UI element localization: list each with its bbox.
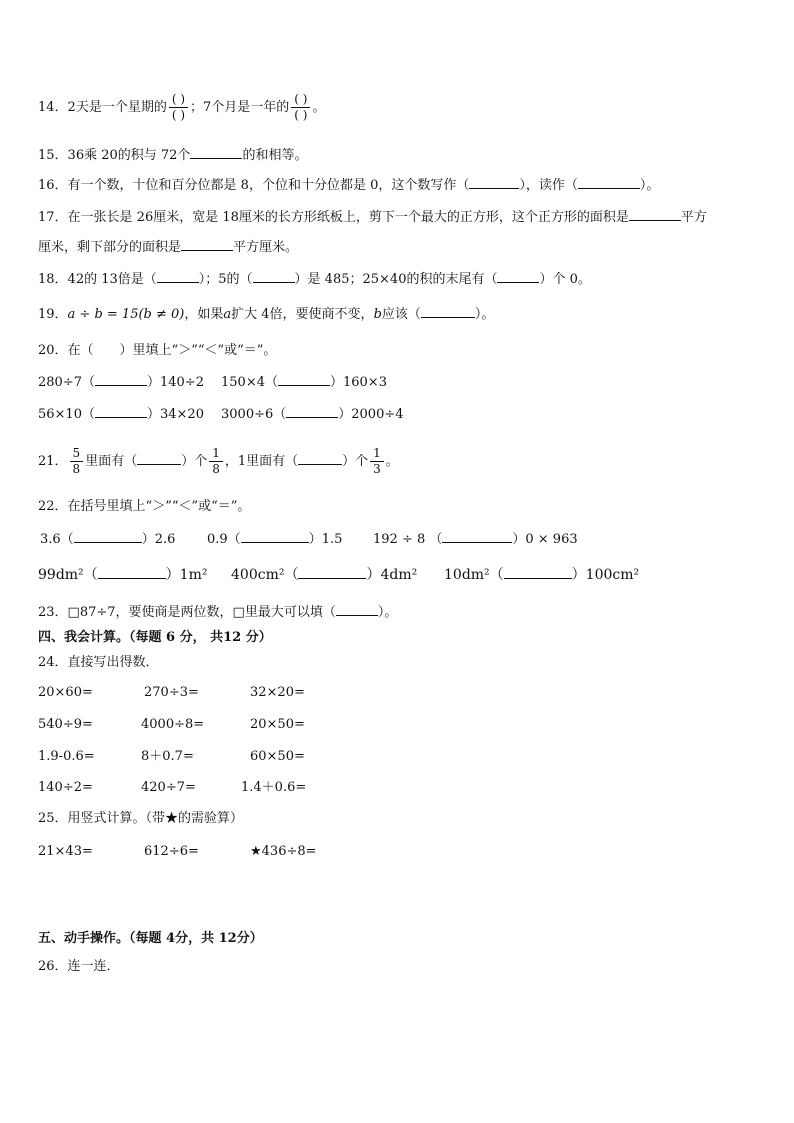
q21-text-c: ）个 [181, 454, 208, 469]
q22-r1-c1-left: 3.6（ [40, 532, 74, 547]
q20-row-2-col-2 [221, 405, 404, 424]
q24-r3-c2: 8＋0.7= [141, 749, 194, 764]
question-22-title: 22．在括号里填上“＞”“＜”或“＝”。 [38, 499, 251, 514]
question-19 [38, 305, 494, 324]
question-17-line-2 [38, 238, 298, 257]
q14-text-a: 14．2天是一个星期的 [38, 100, 167, 115]
q19-text-b: ，如果 [184, 307, 224, 322]
q21-text-a: 21． [38, 454, 68, 469]
question-15 [38, 146, 307, 165]
q22-r2-c2-left: 400cm²（ [231, 567, 299, 583]
q19-answer-blank[interactable] [421, 305, 475, 318]
q18-blank-1[interactable] [157, 270, 199, 283]
q21-frac3-denominator: 3 [373, 462, 381, 476]
q14-fraction-2 [291, 92, 310, 123]
q22-r1-c1-right: ）2.6 [141, 532, 176, 547]
q24-r4-c2: 420÷7= [141, 780, 196, 795]
q19-text-c: 扩大 4倍，要使商不变， [231, 307, 374, 322]
q20-r2-c2-left: 3000÷6（ [221, 407, 287, 422]
question-18 [38, 270, 591, 289]
q20-r2-c2-right: ）2000÷4 [338, 407, 404, 422]
q22-r1-c3-right: ）0 × 963 [512, 532, 578, 547]
q21-fraction-1 [70, 446, 84, 477]
q15-text-a: 15．36乘 20的积与 72个 [38, 148, 191, 163]
q25-item-3: ★436÷8= [250, 844, 317, 859]
q23-text-a: 23．□87÷7，要使商是两位数，□里最大可以填（ [38, 605, 336, 620]
q20-r2-c1-blank[interactable] [95, 405, 147, 418]
q15-answer-blank[interactable] [190, 146, 242, 159]
q21-blank-2[interactable] [298, 452, 342, 465]
q22-row-2-col-2 [231, 566, 417, 584]
q22-row-1-col-1 [40, 530, 175, 549]
q20-row-1-col-2 [221, 373, 387, 392]
q20-r1-c2-left: 150×4（ [221, 375, 278, 390]
q22-r2-c1-right: ）1m² [165, 567, 208, 583]
q17-text-line1-a: 17．在一张长是 26厘米，宽是 18厘米的长方形纸板上，剪下一个最大的正方形，这个正方形的面积是 [38, 210, 629, 225]
q24-r2-c1: 540÷9= [38, 717, 93, 732]
q21-frac1-denominator: 8 [72, 462, 81, 476]
q14-text-b: ；7个月是一年的 [190, 100, 290, 115]
q21-text-d: ，1里面有（ [224, 454, 299, 469]
q25-item-2: 612÷6= [144, 844, 199, 859]
q18-text-a: 18．42的 13倍是（ [38, 272, 157, 287]
q22-r2-c3-right: ）100cm² [571, 567, 640, 583]
q18-text-b: ）；5的（ [198, 272, 253, 287]
q21-text-end: 。 [385, 454, 399, 469]
q22-r2-c3-blank[interactable] [504, 566, 572, 579]
q21-frac2-denominator: 8 [212, 462, 220, 476]
q20-row-2 [38, 405, 204, 424]
q16-write-blank[interactable] [469, 176, 519, 189]
q16-text-c: ）。 [639, 178, 660, 193]
q19-var-b: b [373, 307, 382, 322]
question-20-title: 20．在（ ）里填上“＞”“＜”或“＝”。 [38, 343, 277, 358]
q18-blank-2[interactable] [253, 270, 295, 283]
q20-r2-c1-left: 56×10（ [38, 407, 95, 422]
q25-item-1: 21×43= [38, 844, 93, 859]
q22-r1-c3-left: 192 ÷ 8 （ [373, 532, 443, 547]
section-4-heading: 四、我会计算。（每题 6 分， 共12 分） [38, 630, 272, 645]
q24-r3-c3: 60×50= [250, 749, 305, 764]
q17-text-line2-b: 平方厘米。 [233, 240, 299, 255]
q20-row-1 [38, 373, 204, 392]
q21-frac1-numerator: 5 [70, 446, 84, 462]
q21-text-b: 里面有（ [85, 454, 138, 469]
question-21 [38, 446, 399, 477]
q24-r4-c3: 1.4＋0.6= [241, 780, 307, 795]
q22-r1-c2-left: 0.9（ [207, 532, 241, 547]
q17-text-line2-a: 厘米，剩下部分的面积是 [38, 240, 182, 255]
question-24-title: 24．直接写出得数． [38, 655, 159, 670]
q19-var-a: a [223, 307, 232, 322]
q22-r1-c3-blank[interactable] [442, 530, 512, 543]
q19-text-d: 应该（ [381, 307, 421, 322]
q23-text-b: ）。 [377, 605, 398, 620]
section-5-heading: 五、动手操作。（每题 4分，共 12分） [38, 931, 263, 946]
q22-r1-c2-blank[interactable] [241, 530, 309, 543]
q14-frac2-denominator[interactable]: ( ) [294, 108, 308, 122]
q22-row-1-col-3 [373, 530, 578, 549]
q17-remaining-area-blank[interactable] [181, 238, 233, 251]
q22-r2-c1-blank[interactable] [98, 566, 166, 579]
q22-r2-c2-right: ）4dm² [366, 567, 418, 583]
question-16 [38, 176, 659, 195]
q14-text-end: 。 [312, 100, 326, 115]
q20-r2-c2-blank[interactable] [286, 405, 338, 418]
q14-fraction-1 [169, 92, 188, 123]
q21-fraction-3 [370, 446, 384, 477]
q22-row-2-col-3 [444, 566, 639, 584]
q23-answer-blank[interactable] [336, 603, 378, 616]
q24-r1-c2: 270÷3= [144, 685, 199, 700]
q17-square-area-blank[interactable] [629, 208, 681, 221]
q24-r3-c1: 1.9-0.6= [38, 749, 95, 764]
q21-blank-1[interactable] [137, 452, 181, 465]
question-14 [38, 92, 326, 123]
q16-text-a: 16．有一个数，十位和百分位都是 8，个位和十分位都是 0，这个数写作（ [38, 178, 470, 193]
q24-r4-c1: 140÷2= [38, 780, 93, 795]
q20-r1-c1-right: ）140÷2 [146, 375, 204, 390]
question-26-title: 26．连一连． [38, 959, 120, 974]
q24-r1-c1: 20×60= [38, 685, 93, 700]
q15-text-b: 的和相等。 [242, 148, 308, 163]
q20-r1-c2-right: ）160×3 [329, 375, 387, 390]
q20-r1-c1-blank[interactable] [95, 373, 147, 386]
q22-r1-c2-right: ）1.5 [308, 532, 343, 547]
q21-frac2-numerator: 1 [209, 446, 223, 462]
q22-row-2-col-1 [38, 566, 207, 584]
q17-text-line1-b: 平方 [680, 210, 707, 225]
q21-text-e: ）个 [342, 454, 369, 469]
q21-fraction-2 [209, 446, 223, 477]
q19-text-a: 19． [38, 307, 68, 322]
question-23 [38, 603, 397, 622]
q24-r1-c3: 32×20= [250, 685, 305, 700]
q14-frac2-numerator[interactable]: ( ) [291, 92, 310, 108]
q20-r1-c2-blank[interactable] [278, 373, 330, 386]
q20-r2-c1-right: ）34×20 [146, 407, 204, 422]
q22-r2-c2-blank[interactable] [298, 566, 366, 579]
q18-blank-3[interactable] [497, 270, 539, 283]
q20-r1-c1-left: 280÷7（ [38, 375, 95, 390]
question-17-line-1 [38, 208, 707, 227]
q18-text-d: ）个 0。 [539, 272, 591, 287]
q22-r2-c1-left: 99dm²（ [38, 567, 98, 583]
q16-read-blank[interactable] [578, 176, 640, 189]
q22-row-1-col-2 [207, 530, 342, 549]
q14-frac1-denominator[interactable]: ( ) [171, 108, 186, 122]
q16-text-b: ），读作（ [519, 178, 578, 193]
q24-r2-c2: 4000÷8= [141, 717, 205, 732]
q24-r2-c3: 20×50= [250, 717, 305, 732]
q21-frac3-numerator: 1 [370, 446, 384, 462]
question-25-title: 25．用竖式计算。（带★的需验算） [38, 811, 244, 826]
q22-r2-c3-left: 10dm²（ [444, 567, 504, 583]
q22-r1-c1-blank[interactable] [74, 530, 142, 543]
q19-text-e: ）。 [474, 307, 495, 322]
q19-formula: a ÷ b = 15(b ≠ 0) [67, 307, 185, 322]
q18-text-c: ）是 485；25×40的积的末尾有（ [294, 272, 498, 287]
q14-frac1-numerator[interactable]: ( ) [169, 92, 188, 108]
